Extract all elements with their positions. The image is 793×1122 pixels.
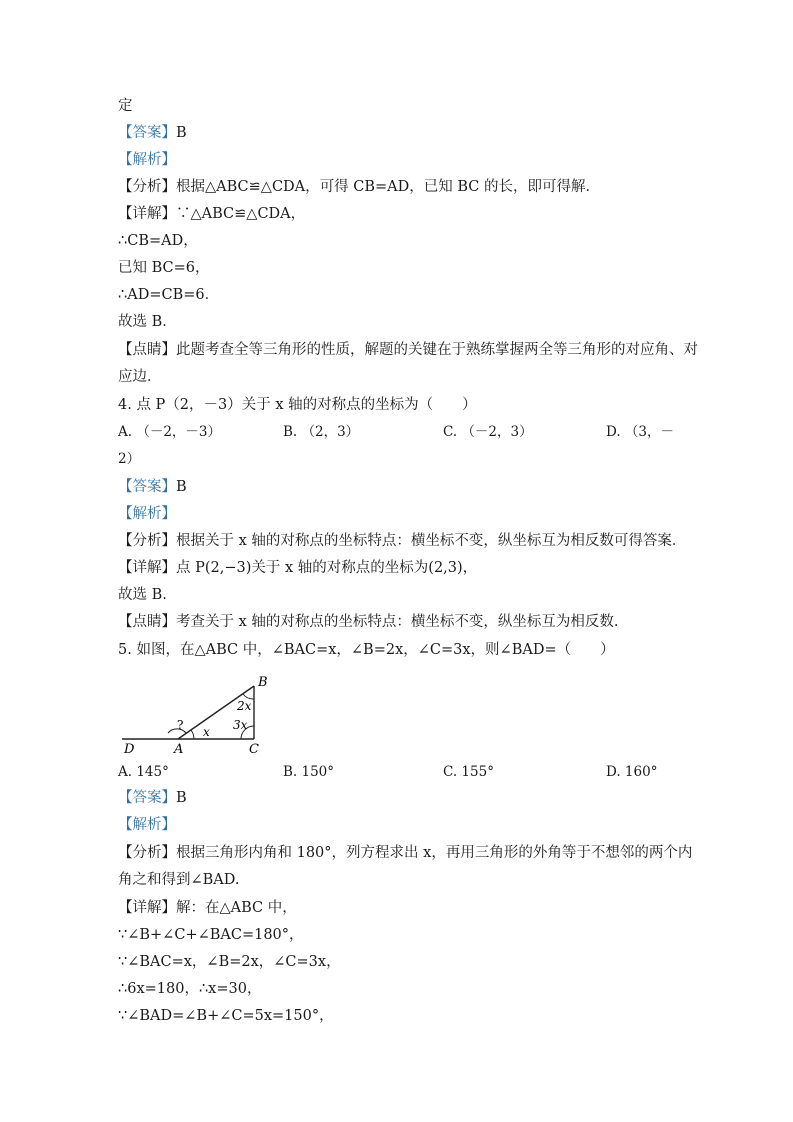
analysis-heading [118, 504, 176, 524]
option-a: A. （－2，－3） [118, 424, 222, 440]
question-5-stem: 5. 如图，在△ABC 中，∠BAC=x，∠B=2x，∠C=3x，则∠BAD=（ ） [118, 642, 615, 658]
comment-text: 此题考查全等三角形的性质，解题的关键在于熟练掌握两全等三角形的对应角、对 [176, 342, 698, 358]
text-line: ∴6x=180，∴x=30， [118, 981, 262, 997]
label-question: ? [177, 718, 184, 732]
text-line: ∵∠B+∠C+∠BAC=180°， [118, 927, 304, 943]
answer-tag: 【答案】 [118, 790, 176, 806]
analysis-text: 根据三角形内角和 180°，列方程求出 x，再用三角形的外角等于不想邻的两个内 [176, 845, 693, 861]
answer-line [118, 477, 187, 497]
answer-tag: 【答案】 [118, 125, 176, 141]
analysis-heading [118, 150, 176, 170]
option-a: A. 145° [118, 764, 169, 780]
angle-arc-a [191, 730, 194, 739]
text-line: ∴CB=AD， [118, 233, 198, 249]
comment-line [118, 612, 619, 632]
answer-tag: 【答案】 [118, 479, 176, 495]
analysis-line [118, 177, 600, 197]
option-b: B. 150° [283, 764, 335, 780]
label-b: B [258, 675, 268, 690]
comment-line [118, 340, 698, 360]
text-line: 故选 B. [118, 587, 167, 603]
option-b: B. （2，3） [283, 424, 360, 440]
detail-line [118, 898, 297, 918]
analysis-label: 【分析】 [118, 533, 176, 549]
option-d-continued: 2） [118, 451, 141, 467]
label-c: C [249, 742, 259, 756]
comment-text: 考查关于 x 轴的对称点的坐标特点：横坐标不变，纵坐标互为相反数. [176, 614, 619, 630]
option-d: D. 160° [606, 764, 658, 780]
answer-value: B [176, 790, 187, 806]
option-c: C. （－2，3） [443, 424, 533, 440]
detail-label: 【详解】 [118, 206, 176, 222]
analysis-tag: 【解析】 [118, 817, 176, 833]
text-line: ∵∠BAC=x，∠B=2x，∠C=3x， [118, 954, 341, 970]
label-x: x [203, 725, 210, 739]
analysis-tag: 【解析】 [118, 506, 176, 522]
detail-label: 【详解】 [118, 900, 176, 916]
detail-line [118, 204, 305, 224]
label-3x: 3x [233, 718, 248, 732]
text-line: ∴AD=CB=6． [118, 287, 220, 303]
triangle-figure [118, 672, 278, 756]
analysis-text: 根据关于 x 轴的对称点的坐标特点：横坐标不变，纵坐标互为相反数可得答案． [176, 533, 687, 549]
analysis-tag: 【解析】 [118, 152, 176, 168]
text-line: ∵∠BAD=∠B+∠C=5x=150°， [118, 1008, 334, 1024]
answer-line [118, 788, 187, 808]
analysis-line [118, 531, 686, 551]
text-line: 角之和得到∠BAD. [118, 872, 240, 888]
answer-line [118, 123, 187, 143]
detail-label: 【详解】 [118, 560, 176, 576]
answer-value: B [176, 125, 187, 141]
analysis-label: 【分析】 [118, 179, 176, 195]
detail-text: 点 P(2,−3)关于 x 轴的对称点的坐标为(2,3)， [176, 560, 478, 576]
text-line: 应边． [118, 369, 162, 385]
label-d: D [124, 742, 135, 756]
comment-label: 【点睛】 [118, 342, 176, 358]
option-c: C. 155° [443, 764, 494, 780]
text-line: 故选 B． [118, 314, 177, 330]
detail-line [118, 558, 477, 578]
answer-value: B [176, 479, 187, 495]
detail-text: ∵△ABC≌△CDA， [176, 206, 306, 222]
label-a: A [174, 742, 184, 756]
comment-label: 【点睛】 [118, 614, 176, 630]
label-2x: 2x [237, 699, 252, 713]
text-line: 定 [118, 98, 133, 114]
option-d: D. （3，－ [606, 424, 675, 440]
analysis-label: 【分析】 [118, 845, 176, 861]
analysis-heading [118, 815, 176, 835]
question-4-stem: 4. 点 P（2，－3）关于 x 轴的对称点的坐标为（ ） [118, 397, 477, 413]
analysis-line [118, 843, 692, 863]
text-line: 已知 BC=6， [118, 260, 210, 276]
analysis-text: 根据△ABC≌△CDA，可得 CB=AD，已知 BC 的长，即可得解． [176, 179, 600, 195]
detail-text: 解：在△ABC 中， [176, 900, 297, 916]
